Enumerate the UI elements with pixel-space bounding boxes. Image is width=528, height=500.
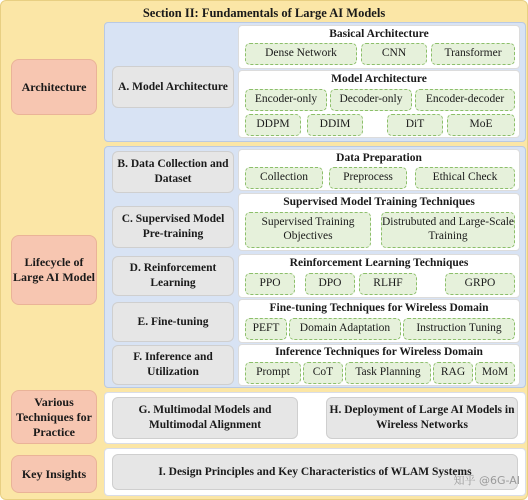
chip-grpo: GRPO: [445, 273, 515, 295]
model-architecture-panel: [238, 70, 520, 138]
chip-distributed-training: Distrubuted and Large-Scale Training: [381, 212, 515, 248]
chip-dit: DiT: [387, 114, 443, 136]
reinforcement-techniques-panel: [238, 254, 520, 298]
inference-box: F. Inference and Utilization: [112, 345, 234, 385]
chip-supervised-objectives: Supervised Training Objectives: [245, 212, 371, 248]
data-collection-box: B. Data Collection and Dataset: [112, 151, 234, 193]
data-preparation-title: Data Preparation: [336, 152, 422, 164]
chip-domain-adaptation: Domain Adaptation: [289, 318, 401, 340]
chip-rlhf: RLHF: [359, 273, 417, 295]
chip-decoder-only: Decoder-only: [330, 89, 412, 111]
chip-dense-network: Dense Network: [245, 43, 357, 65]
inference-techniques-panel: [238, 344, 520, 386]
data-preparation-panel: [238, 149, 520, 191]
chip-cot: CoT: [303, 362, 343, 384]
label-various-techniques: Various Techniques for Practice: [11, 390, 97, 444]
supervised-training-title: Supervised Model Training Techniques: [283, 196, 475, 208]
basic-architecture-title: Basical Architecture: [329, 28, 429, 40]
chip-ppo: PPO: [245, 273, 295, 295]
supervised-pretraining-box: C. Supervised Model Pre-training: [112, 206, 234, 248]
model-architecture-box: A. Model Architecture: [112, 66, 234, 108]
chip-mom: MoM: [475, 362, 515, 384]
chip-collection: Collection: [245, 167, 323, 189]
chip-encoder-only: Encoder-only: [245, 89, 327, 111]
reinforcement-techniques-title: Reinforcement Learning Techniques: [289, 257, 469, 269]
chip-prompt: Prompt: [245, 362, 301, 384]
chip-dpo: DPO: [305, 273, 355, 295]
chip-ddim: DDIM: [307, 114, 363, 136]
fine-tuning-box: E. Fine-tuning: [112, 302, 234, 342]
chip-ethical-check: Ethical Check: [415, 167, 515, 189]
label-architecture: Architecture: [11, 59, 97, 115]
chip-moe: MoE: [447, 114, 515, 136]
label-lifecycle: Lifecycle of Large AI Model: [11, 235, 97, 305]
multimodal-box: G. Multimodal Models and Multimodal Alignment: [112, 397, 298, 439]
design-principles-box: I. Design Principles and Key Characteristics of WLAM Systems: [112, 454, 518, 490]
inference-techniques-title: Inference Techniques for Wireless Domain: [275, 346, 483, 358]
supervised-training-panel: [238, 193, 520, 251]
chip-rag: RAG: [433, 362, 473, 384]
chip-preprocess: Preprocess: [329, 167, 407, 189]
reinforcement-learning-box: D. Reinforcement Learning: [112, 256, 234, 296]
chip-transformer: Transformer: [431, 43, 515, 65]
chip-task-planning: Task Planning: [345, 362, 431, 384]
basic-architecture-panel: [238, 25, 520, 69]
model-architecture-title: Model Architecture: [331, 73, 427, 85]
deployment-box: H. Deployment of Large AI Models in Wireless Networks: [326, 397, 518, 439]
chip-instruction-tuning: Instruction Tuning: [403, 318, 515, 340]
chip-ddpm: DDPM: [245, 114, 301, 136]
chip-cnn: CNN: [361, 43, 427, 65]
chip-encoder-decoder: Encoder-decoder: [415, 89, 515, 111]
watermark: 知乎 @6G-AI: [453, 474, 520, 487]
fine-tuning-title: Fine-tuning Techniques for Wireless Domain: [269, 302, 489, 314]
chip-peft: PEFT: [245, 318, 287, 340]
section-title: Section II: Fundamentals of Large AI Models: [142, 6, 386, 20]
fine-tuning-panel: [238, 299, 520, 343]
label-key-insights: Key Insights: [11, 455, 97, 493]
